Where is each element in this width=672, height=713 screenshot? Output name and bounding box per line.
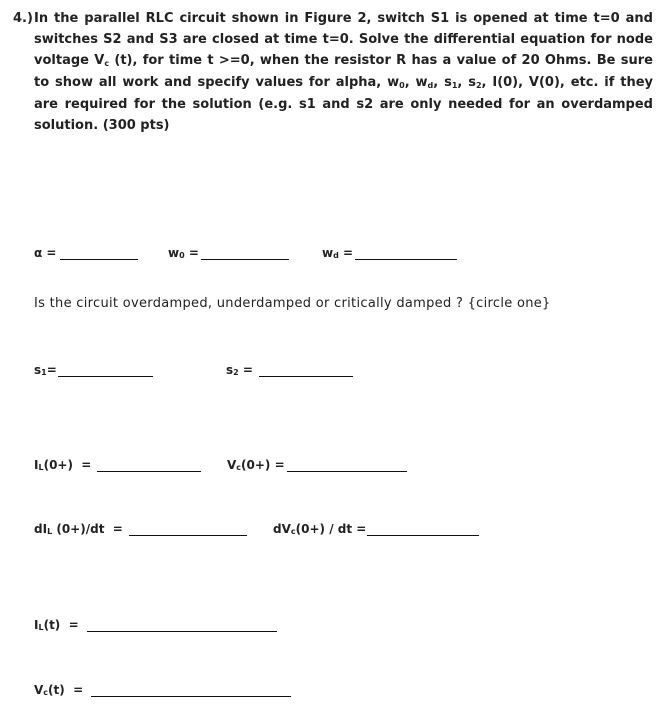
- s2-label: $s_2$ =: [226, 363, 253, 377]
- w0-answer-line[interactable]: [201, 247, 289, 260]
- il0-label: $I_L(0+)$ =: [34, 458, 92, 472]
- ilt-label: $I_L(t)$ =: [34, 618, 79, 632]
- alpha-label: α =: [34, 246, 57, 260]
- ilt-field: [34, 618, 277, 632]
- s1-answer-line[interactable]: [58, 364, 153, 377]
- wd-answer-line[interactable]: [355, 247, 457, 260]
- dvc-answer-line[interactable]: [367, 523, 479, 536]
- damping-question: Is the circuit overdamped, underdamped or critically damped ? {circle one}: [34, 296, 551, 311]
- s2-field: [226, 363, 353, 377]
- problem-statement: [13, 8, 653, 136]
- ilt-answer-line[interactable]: [87, 619, 277, 632]
- vct-answer-line[interactable]: [91, 684, 291, 697]
- problem-text: In the parallel RLC circuit shown in Figure 2, switch S1 is opened at time t=0 and switches S2 and S3 are closed at time t=0. Solve the differential equation for node voltage $V_c$ (t), for time t >=0, when the resistor R has a value of 20 Ohms. Be sure to show all work and specify values for alpha, $w_0$, $w_d$, $s_1$, $s_2$, I(0), V(0), etc. if they are required for the solution (e.g. s1 and s2 are only needed for an overdamped solution. (300 pts): [34, 11, 654, 133]
- il0-answer-line[interactable]: [97, 459, 201, 472]
- problem-number: 4.): [13, 11, 33, 26]
- dil-field: [34, 522, 247, 536]
- vct-field: [34, 683, 291, 697]
- s2-answer-line[interactable]: [259, 364, 353, 377]
- vc0-answer-line[interactable]: [287, 459, 407, 472]
- dvc-label: $dV_c(0+)$ / dt =: [273, 522, 367, 536]
- s1-field: [34, 363, 153, 377]
- wd-field: [322, 246, 457, 260]
- dil-label: $dI_L$ (0+)/dt =: [34, 522, 123, 536]
- dvc-field: [273, 522, 479, 536]
- il0-field: [34, 458, 201, 472]
- dil-answer-line[interactable]: [129, 523, 247, 536]
- alpha-field: [34, 246, 138, 260]
- vct-label: $V_c(t)$ =: [34, 683, 84, 697]
- vc0-label: $V_c(0+)$ =: [227, 458, 285, 472]
- s1-label: $s_1=$: [34, 363, 57, 377]
- w0-label: $w_0$ =: [168, 246, 199, 260]
- alpha-answer-line[interactable]: [60, 247, 138, 260]
- wd-label: $w_d$ =: [322, 246, 354, 260]
- w0-field: [168, 246, 289, 260]
- vc0-field: [227, 458, 407, 472]
